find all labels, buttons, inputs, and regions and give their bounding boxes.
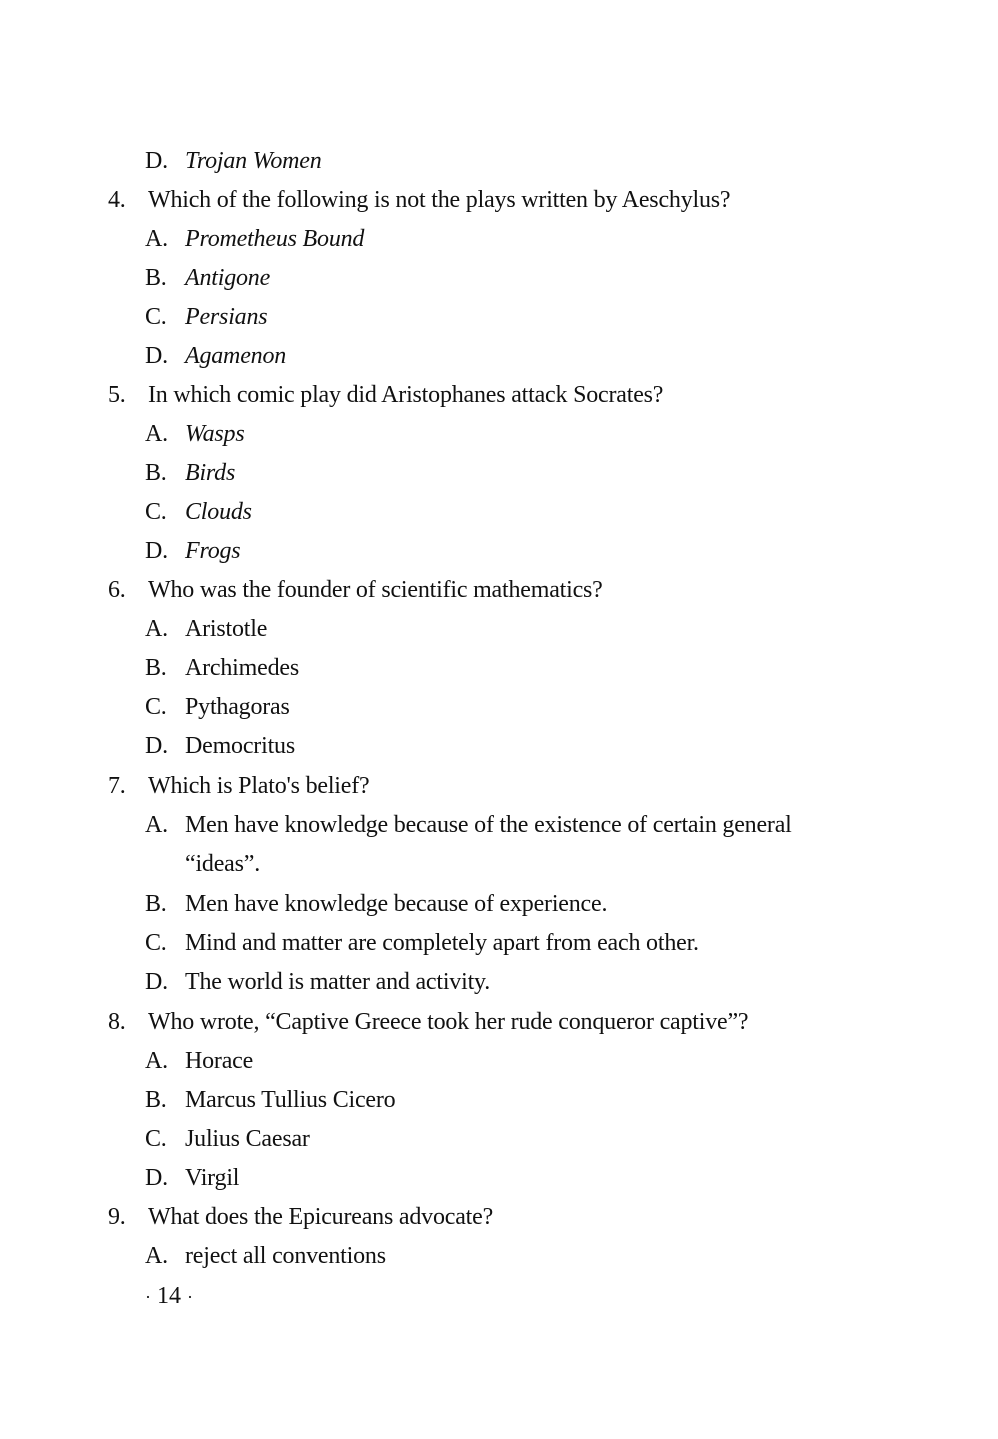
question-text: In which comic play did Aristophanes attack Socrates? xyxy=(148,382,664,408)
option-letter: B. xyxy=(145,265,167,291)
question-number: 9. xyxy=(108,1204,126,1230)
option-7a-continuation xyxy=(185,848,260,880)
page-number xyxy=(145,1280,193,1313)
option-text: Wasps xyxy=(185,421,245,447)
option-text: Clouds xyxy=(185,499,252,525)
question-number: 5. xyxy=(108,382,126,408)
question-4 xyxy=(108,184,730,216)
option-4b xyxy=(145,262,270,294)
option-8a xyxy=(145,1045,253,1077)
option-9a xyxy=(145,1240,386,1272)
option-letter: C. xyxy=(145,1126,167,1152)
option-7a xyxy=(145,809,792,841)
question-5 xyxy=(108,379,663,411)
option-letter: A. xyxy=(145,616,168,642)
option-4a xyxy=(145,223,364,255)
option-6a xyxy=(145,613,267,645)
option-letter: C. xyxy=(145,304,167,330)
option-8b xyxy=(145,1084,395,1116)
question-number: 6. xyxy=(108,577,126,603)
question-6 xyxy=(108,574,603,606)
option-text: Men have knowledge because of the existence of certain general xyxy=(185,812,792,838)
option-letter: D. xyxy=(145,1165,168,1191)
question-number: 7. xyxy=(108,773,126,799)
option-text: Pythagoras xyxy=(185,694,290,720)
option-text-continuation: “ideas”. xyxy=(185,851,261,877)
option-text: Men have knowledge because of experience. xyxy=(185,891,608,917)
question-number: 8. xyxy=(108,1009,126,1035)
option-text: The world is matter and activity. xyxy=(185,969,491,995)
option-text: Trojan Women xyxy=(185,148,322,174)
option-text: Archimedes xyxy=(185,655,299,681)
option-5a xyxy=(145,418,244,450)
question-9 xyxy=(108,1201,493,1233)
option-6c xyxy=(145,691,290,723)
bullet-right: · xyxy=(187,1287,193,1308)
option-6d xyxy=(145,730,295,762)
option-text: Antigone xyxy=(185,265,271,291)
option-5c xyxy=(145,496,252,528)
option-letter: B. xyxy=(145,1087,167,1113)
question-text: Who wrote, “Captive Greece took her rude conqueror captive”? xyxy=(148,1009,749,1035)
option-letter: D. xyxy=(145,343,168,369)
option-letter: D. xyxy=(145,148,168,174)
option-5b xyxy=(145,457,235,489)
option-text: Birds xyxy=(185,460,236,486)
option-letter: C. xyxy=(145,930,167,956)
option-letter: D. xyxy=(145,733,168,759)
option-text: Julius Caesar xyxy=(185,1126,310,1152)
question-8 xyxy=(108,1006,748,1038)
option-letter: A. xyxy=(145,812,168,838)
option-letter: A. xyxy=(145,1243,168,1269)
question-text: Which is Plato's belief? xyxy=(148,773,370,799)
option-8c xyxy=(145,1123,310,1155)
option-7c xyxy=(145,927,699,959)
option-letter: B. xyxy=(145,891,167,917)
option-letter: D. xyxy=(145,538,168,564)
option-letter: A. xyxy=(145,1048,168,1074)
option-7d xyxy=(145,966,490,998)
option-text: Marcus Tullius Cicero xyxy=(185,1087,396,1113)
option-text: Persians xyxy=(185,304,268,330)
option-text: Prometheus Bound xyxy=(185,226,365,252)
option-letter: B. xyxy=(145,460,167,486)
question-text: Which of the following is not the plays written by Aeschylus? xyxy=(148,187,731,213)
option-8d xyxy=(145,1162,239,1194)
option-letter: D. xyxy=(145,969,168,995)
question-text: What does the Epicureans advocate? xyxy=(148,1204,494,1230)
option-5d xyxy=(145,535,240,567)
option-text: Horace xyxy=(185,1048,254,1074)
option-text: Democritus xyxy=(185,733,295,759)
option-letter: C. xyxy=(145,694,167,720)
option-letter: B. xyxy=(145,655,167,681)
option-text: Aristotle xyxy=(185,616,268,642)
option-text: Virgil xyxy=(185,1165,240,1191)
option-letter: A. xyxy=(145,421,168,447)
option-letter: C. xyxy=(145,499,167,525)
option-text: reject all conventions xyxy=(185,1243,386,1269)
option-6b xyxy=(145,652,299,684)
option-prev-d xyxy=(145,145,322,177)
option-text: Frogs xyxy=(185,538,241,564)
option-letter: A. xyxy=(145,226,168,252)
page-number-value: 14 xyxy=(157,1283,181,1309)
option-7b xyxy=(145,888,607,920)
option-4c xyxy=(145,301,267,333)
option-text: Mind and matter are completely apart from each other. xyxy=(185,930,699,956)
question-text: Who was the founder of scientific mathematics? xyxy=(148,577,603,603)
option-text: Agamenon xyxy=(185,343,287,369)
question-7 xyxy=(108,770,369,802)
question-number: 4. xyxy=(108,187,126,213)
bullet-left: · xyxy=(145,1287,151,1308)
option-4d xyxy=(145,340,286,372)
